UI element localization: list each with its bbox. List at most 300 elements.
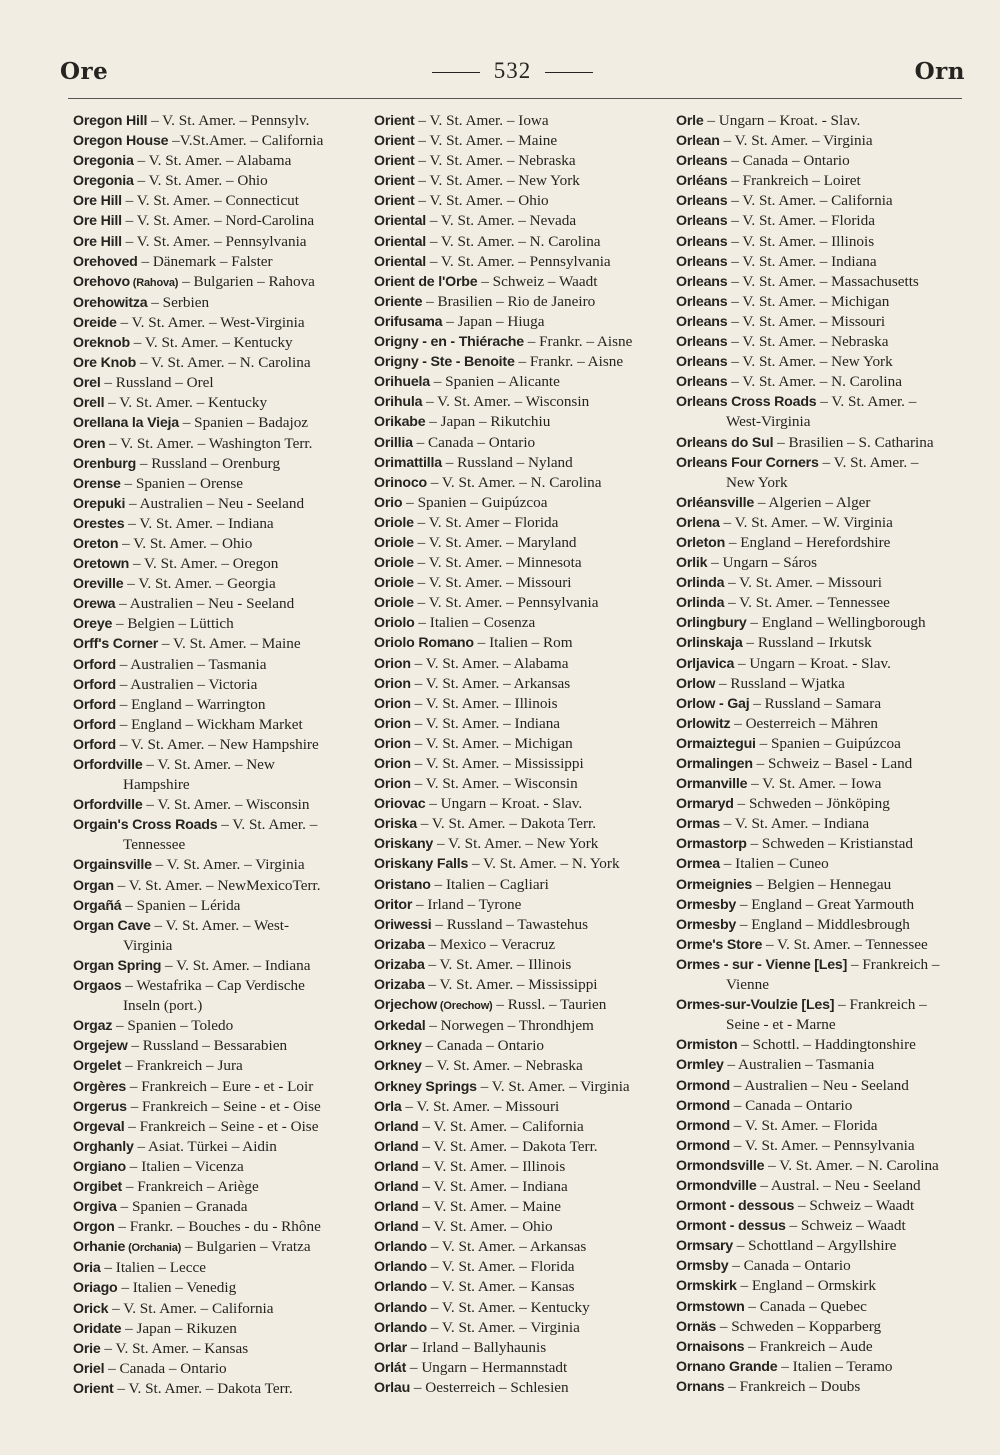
entry-place-name	[374, 1079, 477, 1095]
entry-location: – Russland – Orel	[100, 374, 214, 392]
entry-place-name-text: Orgon	[73, 1219, 115, 1236]
entry-location: – V. St. Amer. – California	[418, 1117, 584, 1135]
entry-place-name-text: Oren	[73, 435, 106, 452]
entry-place-name-text: Orgibet	[73, 1178, 123, 1195]
entry-location: – Frankreich – Seine - et - Oise	[124, 1117, 319, 1135]
gazetteer-entry	[374, 272, 666, 292]
entry-location: – Ungarn – Sáros	[707, 554, 818, 572]
gazetteer-entry	[676, 1035, 968, 1055]
entry-location: – Russland – Samara	[749, 694, 882, 712]
entry-place-name	[73, 355, 136, 371]
entry-place-name-text: Oreville	[73, 576, 124, 593]
entry-place-name	[374, 1199, 419, 1215]
entry-place-name-text: Organ Cave	[73, 917, 151, 934]
entry-location: – V. St. Amer. –	[217, 816, 318, 834]
entry-place-name	[73, 153, 134, 169]
entry-place-name	[374, 676, 411, 692]
entry-place-name-text: Orleans	[676, 273, 728, 290]
entry-alt-name: (Orchania)	[125, 1242, 182, 1255]
entry-location: – V. St. Amer. – Mississippi	[410, 755, 584, 772]
entry-place-name	[676, 997, 834, 1013]
entry-place-name	[73, 677, 116, 693]
entry-location: – Japan – Rikuzen	[121, 1319, 237, 1337]
entry-place-name-text: Oregon Hill	[73, 113, 148, 129]
gazetteer-entry	[374, 1358, 666, 1378]
entry-place-name-text: Ormas	[676, 816, 720, 833]
entry-location: – England – Ormskirk	[736, 1277, 876, 1295]
gazetteer-entry	[374, 453, 666, 473]
entry-place-name-text: Orihula	[374, 394, 423, 411]
gazetteer-entry	[374, 1016, 666, 1036]
entry-place-name	[73, 737, 116, 753]
entry-place-name	[374, 796, 425, 812]
entry-location: – V. St. Amer. – Kentucky	[427, 1298, 590, 1316]
gazetteer-entry	[73, 1278, 365, 1298]
gazetteer-entry	[676, 352, 968, 372]
entry-location: – Australien – Victoria	[115, 675, 258, 693]
entry-location: – Spanien – Badajoz	[178, 414, 309, 432]
entry-place-name-text: Ormaryd	[676, 796, 734, 813]
gazetteer-entry	[374, 1197, 666, 1217]
entry-location: – V. St. Amer. – Indiana	[418, 1177, 568, 1195]
entry-place-name-text: Orleans	[676, 193, 728, 210]
entry-location: – Australien – Neu - Seeland	[125, 494, 305, 512]
entry-place-name-text: Ore Hill	[73, 213, 122, 230]
entry-place-name-text: Orfordville	[73, 757, 143, 773]
entry-location-continued: West-Virginia	[726, 413, 811, 431]
gazetteer-entry	[374, 674, 666, 694]
entry-location: – V. St. Amer. – Pennsylvania	[413, 594, 599, 612]
entry-place-name-text: Orla	[374, 1098, 402, 1115]
entry-place-name	[676, 173, 727, 189]
entry-place-name	[676, 294, 727, 310]
entry-place-name-text: Orion	[374, 715, 411, 732]
entry-place-name	[676, 334, 727, 350]
gazetteer-entry	[73, 976, 365, 1016]
entry-place-name	[676, 575, 724, 591]
gazetteer-entry	[676, 1116, 968, 1136]
entry-location: – V. St. Amer. – Michigan	[727, 292, 890, 310]
entry-place-name-text: Orgaz	[73, 1018, 113, 1035]
entry-location: – V. St. Amer. – Indiana	[727, 252, 877, 270]
entry-place-name	[374, 877, 431, 893]
gazetteer-entry	[73, 252, 365, 272]
header-dash-right	[545, 72, 593, 73]
entry-place-name-text: Orillia	[374, 434, 413, 451]
entry-place-name-text: Orizaba	[374, 936, 425, 953]
entry-place-name	[374, 595, 414, 611]
gazetteer-entry	[73, 1197, 365, 1217]
entry-place-name	[374, 1320, 427, 1336]
entry-place-name-text: Oriska	[374, 816, 417, 833]
entry-place-name	[374, 897, 412, 913]
gazetteer-entry	[73, 876, 365, 896]
entry-place-name-text: Orleans Cross Roads	[676, 394, 817, 411]
entry-place-name-text: Orghanly	[73, 1138, 134, 1155]
gazetteer-entry	[676, 232, 968, 252]
entry-place-name-text: Orgainsville	[73, 857, 152, 874]
entry-location: –V.St.Amer. – California	[168, 132, 324, 150]
entry-location: – V. St. Amer. – Ohio	[414, 192, 549, 210]
gazetteer-entry	[374, 915, 666, 935]
entry-location: – Norwegen – Throndhjem	[425, 1017, 594, 1035]
entry-place-name-text: Orlando	[374, 1239, 427, 1256]
entry-place-name	[676, 696, 749, 712]
entry-place-name-text: Orell	[73, 395, 105, 412]
entry-location: – Australien – Tasmania	[723, 1056, 875, 1074]
entry-place-name	[73, 1159, 126, 1175]
entry-location: – V. St. Amer. – Alabama	[133, 152, 292, 170]
gazetteer-entry	[374, 392, 666, 412]
entry-place-name-text: Orlinda	[676, 575, 725, 592]
gazetteer-entry	[73, 1319, 365, 1339]
gazetteer-entry	[73, 1379, 365, 1399]
entry-location: – V. St. Amer. – Virginia	[476, 1077, 630, 1095]
gazetteer-entry	[374, 754, 666, 774]
entry-place-name-text: Orlinda	[676, 595, 725, 612]
entry-place-name	[676, 193, 727, 209]
entry-place-name	[374, 234, 426, 250]
entry-place-name	[73, 697, 116, 713]
entry-location: – V. St. Amer. – Indiana	[719, 815, 870, 833]
entry-location: – Canada – Ontario	[412, 433, 536, 451]
entry-place-name	[73, 254, 138, 270]
entry-place-name	[374, 455, 442, 471]
gazetteer-entry	[374, 533, 666, 553]
page-number: 532	[493, 58, 532, 83]
gazetteer-entry	[374, 473, 666, 493]
entry-place-name-text: Oriole	[374, 575, 414, 592]
gazetteer-entry	[73, 494, 365, 514]
entry-place-name-text: Orgeval	[73, 1118, 125, 1135]
entry-place-name	[374, 153, 415, 169]
gazetteer-entry	[73, 916, 365, 956]
entry-location: – Spanien – Orense	[120, 474, 244, 492]
entry-location: – V. St. Amer. – New Hampshire	[115, 735, 319, 753]
entry-location: – Brasilien – Rio de Janeiro	[422, 292, 596, 310]
gazetteer-entry	[676, 774, 968, 794]
entry-location: – V. St. Amer. – Nord-Carolina	[121, 212, 315, 230]
gazetteer-entry	[676, 533, 968, 553]
entry-place-name	[374, 535, 414, 551]
entry-place-name	[676, 254, 727, 270]
gazetteer-entry	[676, 111, 968, 131]
entry-place-name	[73, 415, 179, 431]
entry-location: – England – Middlesbrough	[736, 915, 910, 933]
gazetteer-entry	[73, 272, 365, 293]
entry-place-name	[676, 1379, 724, 1395]
entry-location: – Schottl. – Haddingtonshire	[737, 1036, 916, 1054]
entry-location: – V. St. Amer. – Georgia	[123, 575, 276, 593]
gazetteer-entry	[374, 1077, 666, 1097]
entry-place-name-text: Orion	[374, 776, 411, 793]
entry-location: – V. St. Amer. – N. Carolina	[727, 373, 902, 391]
entry-location: – V. St. Amer. – N. Carolina	[427, 473, 602, 491]
entry-place-name	[73, 496, 125, 512]
entry-location: – Frankreich – Seine - et - Oise	[126, 1097, 321, 1115]
gazetteer-entry	[374, 1378, 666, 1398]
entry-place-name-text: Ormsby	[676, 1258, 729, 1275]
entry-place-name	[676, 1258, 728, 1274]
entry-alt-name: (Orechow)	[437, 1000, 493, 1013]
entry-place-name	[374, 977, 425, 993]
entry-place-name-text: Oriskany Falls	[374, 856, 469, 873]
entry-location: – Spanien – Toledo	[112, 1017, 234, 1035]
entry-place-name	[676, 1339, 744, 1355]
gazetteer-entry	[73, 454, 365, 474]
entry-location: – Frankreich – Aude	[744, 1337, 873, 1355]
entry-location: – V. St. Amer. – Wisconsin	[142, 796, 310, 814]
entry-location: – Spanien – Granada	[116, 1198, 248, 1216]
entry-location: – V. St. Amer. – Kansas	[100, 1339, 249, 1357]
entry-place-name-text: Orford	[73, 696, 116, 713]
gazetteer-entry	[374, 975, 666, 995]
entry-location: – V. St. Amer. – Virginia	[151, 856, 305, 874]
entry-place-name	[676, 1138, 730, 1154]
entry-place-name-text: Orient	[374, 193, 415, 210]
entry-location: – V. St. Amer. – N. Carolina	[764, 1156, 939, 1174]
entry-place-name-text: Orland	[374, 1178, 419, 1195]
gazetteer-entry	[676, 734, 968, 754]
entry-place-name-text: Orljavica	[676, 655, 735, 672]
gazetteer-entry	[374, 1277, 666, 1297]
gazetteer-entry	[676, 1337, 968, 1357]
gazetteer-entry	[374, 895, 666, 915]
entry-place-name-text: Orle	[676, 113, 704, 129]
gazetteer-entry	[676, 1196, 968, 1216]
entry-place-name-text: Orkedal	[374, 1018, 426, 1035]
entry-place-name	[374, 937, 425, 953]
gazetteer-entry	[676, 1357, 968, 1377]
entry-place-name	[73, 1139, 134, 1155]
entry-place-name	[73, 1079, 126, 1095]
entry-place-name	[73, 315, 117, 331]
gazetteer-entry	[374, 834, 666, 854]
gazetteer-entry	[676, 191, 968, 211]
entry-place-name	[374, 394, 422, 410]
entry-place-name-text: Ormskirk	[676, 1278, 737, 1295]
page-header	[60, 58, 965, 90]
entry-place-name	[374, 736, 411, 752]
entry-place-name-text: Orford	[73, 716, 116, 733]
entry-place-name-text: Orlau	[374, 1379, 411, 1396]
entry-place-name-text: Ore Hill	[73, 233, 122, 250]
entry-place-name	[73, 456, 136, 472]
entry-location: – V. St. Amer. – Massachusetts	[727, 272, 919, 290]
gazetteer-entry	[73, 554, 365, 574]
gazetteer-entry	[73, 614, 365, 634]
entry-place-name	[73, 556, 129, 572]
entry-place-name	[676, 1238, 733, 1254]
gazetteer-entry	[676, 674, 968, 694]
entry-place-name	[374, 1119, 419, 1135]
entry-place-name	[676, 816, 720, 832]
entry-place-name	[73, 1321, 121, 1337]
entry-location: – V. St. Amer. – Pennsylvania	[426, 252, 611, 270]
gazetteer-entry	[73, 735, 365, 755]
entry-location: – V. St. Amer. – Illinois	[410, 694, 558, 712]
entry-place-name-text: Orgères	[73, 1078, 127, 1095]
gazetteer-entry	[676, 714, 968, 734]
entry-place-name-text: Orlát	[374, 1359, 407, 1376]
gazetteer-entry	[676, 1176, 968, 1196]
entry-location: – V. St. Amer. – Washington Terr.	[105, 434, 313, 452]
entry-place-name-text: Orkney	[374, 1038, 422, 1055]
entry-place-name	[374, 1018, 425, 1034]
entry-place-name-text: Orense	[73, 475, 121, 492]
gazetteer-entry	[676, 433, 968, 453]
entry-location: – Italien – Cosenza	[414, 614, 536, 632]
gazetteer-entry	[374, 633, 666, 653]
entry-place-name-text: Orehoved	[73, 253, 138, 270]
gazetteer-entry	[73, 1359, 365, 1379]
entry-place-name-text: Orgain's Cross Roads	[73, 817, 218, 834]
gazetteer-entry	[676, 1377, 968, 1397]
entry-place-name	[676, 856, 720, 872]
entry-location: – V. St. Amer. – Maine	[414, 132, 558, 150]
entry-place-name	[374, 917, 432, 933]
entry-location: – V. St. Amer. – Missouri	[413, 574, 572, 592]
entry-place-name-text: Ormeignies	[676, 876, 753, 893]
entry-location: – Brasilien – S. Catharina	[773, 433, 934, 451]
entry-place-name	[374, 1279, 427, 1295]
entry-place-name-text: Oretown	[73, 556, 130, 573]
entry-location: – V. St. Amer. – Missouri	[401, 1097, 560, 1115]
entry-place-name	[676, 957, 847, 973]
entry-location: – Belgien – Hennegau	[752, 875, 892, 893]
entry-place-name-text: Orgelet	[73, 1058, 122, 1075]
entry-location: – Ungarn – Kroat. - Slav.	[734, 654, 891, 672]
gazetteer-entry	[676, 513, 968, 533]
entry-location: – Frankreich – Loiret	[727, 172, 861, 190]
entry-place-name-text: Orion	[374, 675, 411, 692]
gazetteer-entry	[676, 875, 968, 895]
gazetteer-entry	[676, 854, 968, 874]
entry-place-name	[676, 615, 747, 631]
entry-location: – V. St. Amer. – New York	[727, 353, 893, 371]
entry-location: – Canada – Ontario	[104, 1359, 227, 1377]
gazetteer-entry	[374, 854, 666, 874]
gazetteer-entry	[374, 935, 666, 955]
entry-place-name	[73, 295, 147, 311]
entry-location: – V. St. Amer. – Pennsylvania	[121, 232, 307, 250]
entry-location: – V. St. Amer. – Ohio	[118, 534, 253, 552]
entry-place-name	[73, 878, 114, 894]
entry-place-name	[374, 1259, 427, 1275]
entry-place-name-text: Orléansville	[676, 494, 755, 511]
entry-place-name-text: Ormesby	[676, 896, 737, 913]
entry-place-name	[676, 676, 715, 692]
entry-place-name	[676, 1057, 724, 1073]
entry-place-name	[73, 436, 105, 452]
entry-place-name-text: Orjechow	[374, 997, 438, 1014]
entry-place-name-text: Orleans	[676, 153, 728, 170]
gazetteer-entry	[73, 413, 365, 433]
gazetteer-entry	[73, 675, 365, 695]
entry-place-name	[73, 1099, 127, 1115]
entry-place-name	[374, 635, 474, 651]
entry-place-name	[676, 1078, 730, 1094]
entry-location: – V. St. Amer. – Florida	[727, 212, 875, 230]
entry-place-name	[374, 374, 430, 390]
gazetteer-entry	[676, 613, 968, 633]
entry-place-name	[374, 495, 402, 511]
entry-location: – V. St. Amer. – Mississippi	[424, 976, 598, 994]
entry-place-name	[73, 1301, 108, 1317]
gazetteer-entry	[676, 151, 968, 171]
gazetteer-entry	[73, 594, 365, 614]
entry-location: – Oesterreich – Mähren	[730, 714, 878, 732]
gazetteer-entry	[374, 252, 666, 272]
entry-location: – Canada – Ontario	[729, 1096, 853, 1114]
entry-place-name-text: Origny - Ste - Benoite	[374, 354, 515, 371]
gazetteer-entry	[676, 1096, 968, 1116]
header-first-word: Ore	[60, 58, 109, 85]
gazetteer-entry	[676, 1276, 968, 1296]
entry-place-name	[676, 535, 725, 551]
entry-place-name	[374, 1099, 402, 1115]
gazetteer-entry	[73, 151, 365, 171]
entry-place-name	[676, 374, 727, 390]
entry-place-name-text: Ormond	[676, 1097, 730, 1114]
entry-place-name	[676, 1158, 764, 1174]
entry-location: – V. St. Amer. – N. Carolina	[136, 354, 311, 372]
entry-location: – Ungarn – Kroat. - Slav.	[703, 112, 861, 129]
entry-place-name-text: Ormesby	[676, 916, 737, 933]
entry-place-name	[676, 354, 727, 370]
entry-place-name-text: Orion	[374, 756, 411, 772]
entry-place-name-text: Orleans	[676, 213, 728, 230]
gazetteer-entry	[73, 211, 365, 231]
entry-place-name-text: Oridate	[73, 1320, 122, 1337]
gazetteer-entry	[676, 312, 968, 332]
entry-place-name	[374, 515, 414, 531]
entry-place-name	[73, 375, 101, 391]
entry-place-name	[73, 516, 124, 532]
entry-location-continued: New York	[726, 473, 788, 491]
entry-place-name	[73, 395, 104, 411]
entry-place-name	[676, 153, 727, 169]
entry-place-name	[374, 615, 415, 631]
entry-location: – V. St. Amer. – Arkansas	[410, 674, 571, 692]
gazetteer-entry	[374, 573, 666, 593]
entry-place-name-text: Orleans Four Corners	[676, 454, 819, 471]
entry-location: – Frankr. – Aisne	[523, 333, 633, 351]
entry-place-name-text: Orestes	[73, 515, 125, 532]
entry-place-name-text: Orizaba	[374, 977, 425, 994]
gazetteer-entry	[374, 372, 666, 392]
entry-place-name	[676, 595, 724, 611]
gazetteer-entry	[73, 293, 365, 313]
entry-place-name-text: Orford	[73, 656, 116, 673]
gazetteer-entry	[676, 171, 968, 191]
entry-location: – V. St. Amer. – Missouri	[724, 574, 882, 592]
entry-place-name-text: Oriolo Romano	[374, 635, 474, 652]
entry-location: – Italien – Rom	[473, 634, 573, 652]
gazetteer-entry	[676, 1076, 968, 1096]
entry-place-name-text: Oreye	[73, 616, 113, 633]
entry-place-name-text: Orient	[374, 113, 415, 129]
gazetteer-entry	[73, 715, 365, 735]
entry-place-name	[374, 997, 493, 1013]
entry-location: – Spanien – Guipúzcoa	[402, 493, 548, 511]
entry-location-continued: Vienne	[726, 976, 769, 994]
entry-location: – V. St. Amer. –	[818, 453, 919, 471]
entry-place-name-text: Orford	[73, 736, 116, 753]
header-dash-left	[432, 72, 480, 73]
gazetteer-entry	[73, 695, 365, 715]
gazetteer-entry	[374, 211, 666, 231]
